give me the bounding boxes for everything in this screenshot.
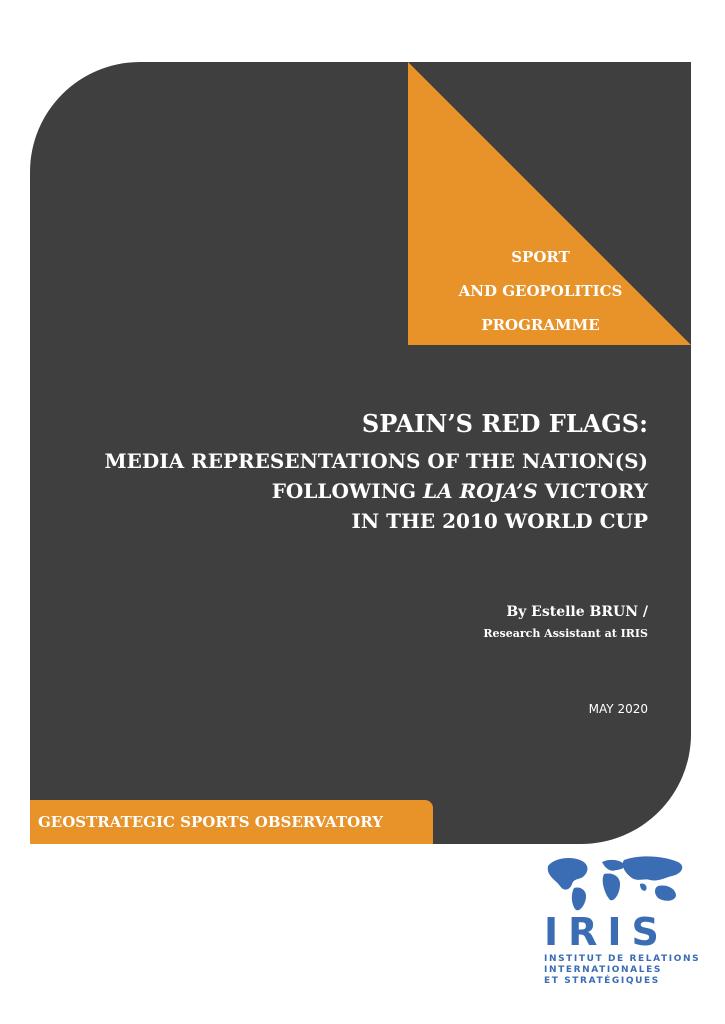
programme-line: SPORT [511,248,570,266]
subtitle-line: MEDIA REPRESENTATIONS OF THE NATION(S) [104,449,648,473]
programme-line: PROGRAMME [481,316,600,334]
observatory-banner: GEOSTRATEGIC SPORTS OBSERVATORY [30,800,433,844]
subtitle-line [105,476,648,506]
title-block [105,402,648,536]
logo-tagline [544,954,701,987]
author-name: By Estelle BRUN / [506,604,648,620]
author-block [483,600,648,644]
logo-line: INSTITUT DE RELATIONS [544,954,701,964]
programme-line: AND GEOPOLITICS [458,282,623,300]
subtitle-text: VICTORY [537,479,648,503]
subtitle-italic: LA ROJA’S [423,479,538,503]
subtitle-line: IN THE 2010 WORLD CUP [351,509,648,533]
cover-panel [30,62,691,844]
world-map-icon [540,852,690,914]
iris-logo [540,852,701,992]
logo-line: ET STRATÉGIQUES [544,976,660,986]
author-role: Research Assistant at IRIS [483,627,648,640]
logo-line: INTERNATIONALES [544,965,662,975]
programme-label [408,240,673,342]
logo-wordmark: IRIS [544,910,669,954]
subtitle [105,446,648,536]
publication-date: MAY 2020 [588,702,648,716]
subtitle-text: FOLLOWING [271,479,424,503]
page-title: SPAIN’S RED FLAGS: [361,409,648,438]
